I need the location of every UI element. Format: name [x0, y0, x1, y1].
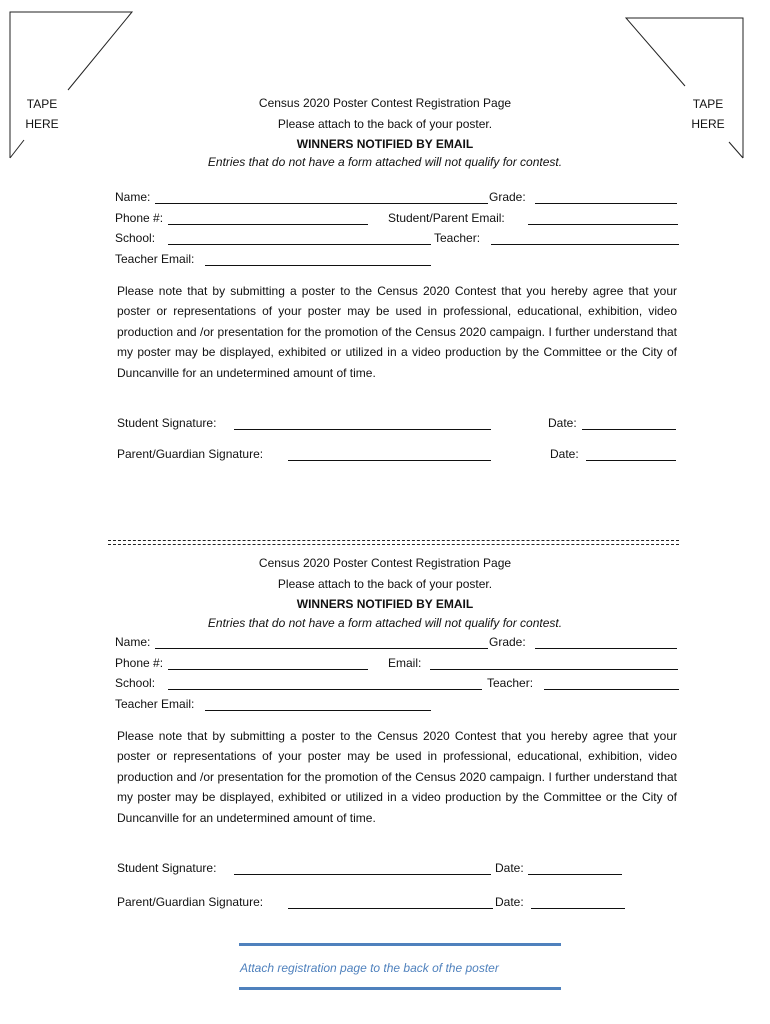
phone-field[interactable] — [168, 669, 368, 670]
student-date-field[interactable] — [582, 429, 676, 430]
teacher-email-label: Teacher Email: — [115, 252, 195, 266]
school-field[interactable] — [168, 689, 482, 690]
grade-label: Grade: — [489, 190, 526, 204]
teacher-email-field[interactable] — [205, 265, 431, 266]
school-label: School: — [115, 231, 156, 245]
winners-notice: WINNERS NOTIFIED BY EMAIL — [296, 137, 474, 151]
tape-label-line1: TAPE — [26, 97, 58, 111]
parent-signature-label: Parent/Guardian Signature: — [117, 895, 264, 909]
name-field[interactable] — [155, 648, 488, 649]
teacher-label: Teacher: — [487, 676, 534, 690]
teacher-field[interactable] — [491, 244, 679, 245]
top-accent-rule — [239, 943, 561, 946]
agreement-text: Please note that by submitting a poster to the Census 2020 Contest that you hereby agree that your poster or representations of your poster may be used in professional, educational, exhibition, video production and /or presentation for the promotion of the Census 2020 campaign. I further understand that my poster may be displayed, exhibited or utilized in a video production by the Committee or the City of Duncanville for an undetermined amount of time. — [117, 729, 677, 825]
tape-label-line2: HERE — [25, 117, 59, 131]
winners-notice: WINNERS NOTIFIED BY EMAIL — [296, 597, 474, 611]
tape-label-line2: HERE — [691, 117, 725, 131]
bottom-accent-rule — [239, 987, 561, 990]
attach-instruction: Attach registration page to the back of the poster — [240, 961, 499, 975]
email-label: Email: — [388, 656, 422, 670]
name-field[interactable] — [155, 203, 488, 204]
teacher-email-label: Teacher Email: — [115, 697, 195, 711]
email-label: Student/Parent Email: — [388, 211, 505, 225]
school-label: School: — [115, 676, 156, 690]
grade-field[interactable] — [535, 648, 677, 649]
agreement-text: Please note that by submitting a poster to the Census 2020 Contest that you hereby agree that your poster or representations of your poster may be used in professional, educational, exhibition, video production and /or presentation for the promotion of the Census 2020 campaign. I further understand that my poster may be displayed, exhibited or utilized in a video production by the Committee or the City of Duncanville for an undetermined amount of time. — [117, 284, 677, 380]
email-field[interactable] — [430, 669, 678, 670]
teacher-label: Teacher: — [434, 231, 481, 245]
parent-date-field[interactable] — [586, 460, 676, 461]
student-signature-label: Student Signature: — [117, 861, 217, 875]
phone-field[interactable] — [168, 224, 368, 225]
school-field[interactable] — [168, 244, 431, 245]
date-label: Date: — [495, 861, 524, 875]
student-signature-label: Student Signature: — [117, 416, 217, 430]
date-label: Date: — [548, 416, 577, 430]
name-label: Name: — [115, 190, 151, 204]
date-label: Date: — [550, 447, 579, 461]
phone-label: Phone #: — [115, 656, 164, 670]
tape-label-line1: TAPE — [692, 97, 724, 111]
name-label: Name: — [115, 635, 151, 649]
cut-separator — [108, 540, 679, 545]
date-label: Date: — [495, 895, 524, 909]
phone-label: Phone #: — [115, 211, 164, 225]
parent-date-field[interactable] — [531, 908, 625, 909]
attach-note: Please attach to the back of your poster. — [277, 577, 493, 591]
form-heading: Census 2020 Poster Contest Registration Page — [258, 556, 512, 570]
teacher-field[interactable] — [544, 689, 679, 690]
entries-note: Entries that do not have a form attached will not qualify for contest. — [207, 155, 563, 169]
student-signature-field[interactable] — [234, 429, 491, 430]
entries-note: Entries that do not have a form attached will not qualify for contest. — [207, 616, 563, 630]
student-date-field[interactable] — [528, 874, 622, 875]
parent-signature-field[interactable] — [288, 460, 491, 461]
parent-signature-field[interactable] — [288, 908, 493, 909]
attach-note: Please attach to the back of your poster. — [277, 117, 493, 131]
grade-label: Grade: — [489, 635, 526, 649]
grade-field[interactable] — [535, 203, 677, 204]
form-heading: Census 2020 Poster Contest Registration Page — [258, 96, 512, 110]
student-signature-field[interactable] — [234, 874, 491, 875]
email-field[interactable] — [528, 224, 678, 225]
teacher-email-field[interactable] — [205, 710, 431, 711]
parent-signature-label: Parent/Guardian Signature: — [117, 447, 264, 461]
